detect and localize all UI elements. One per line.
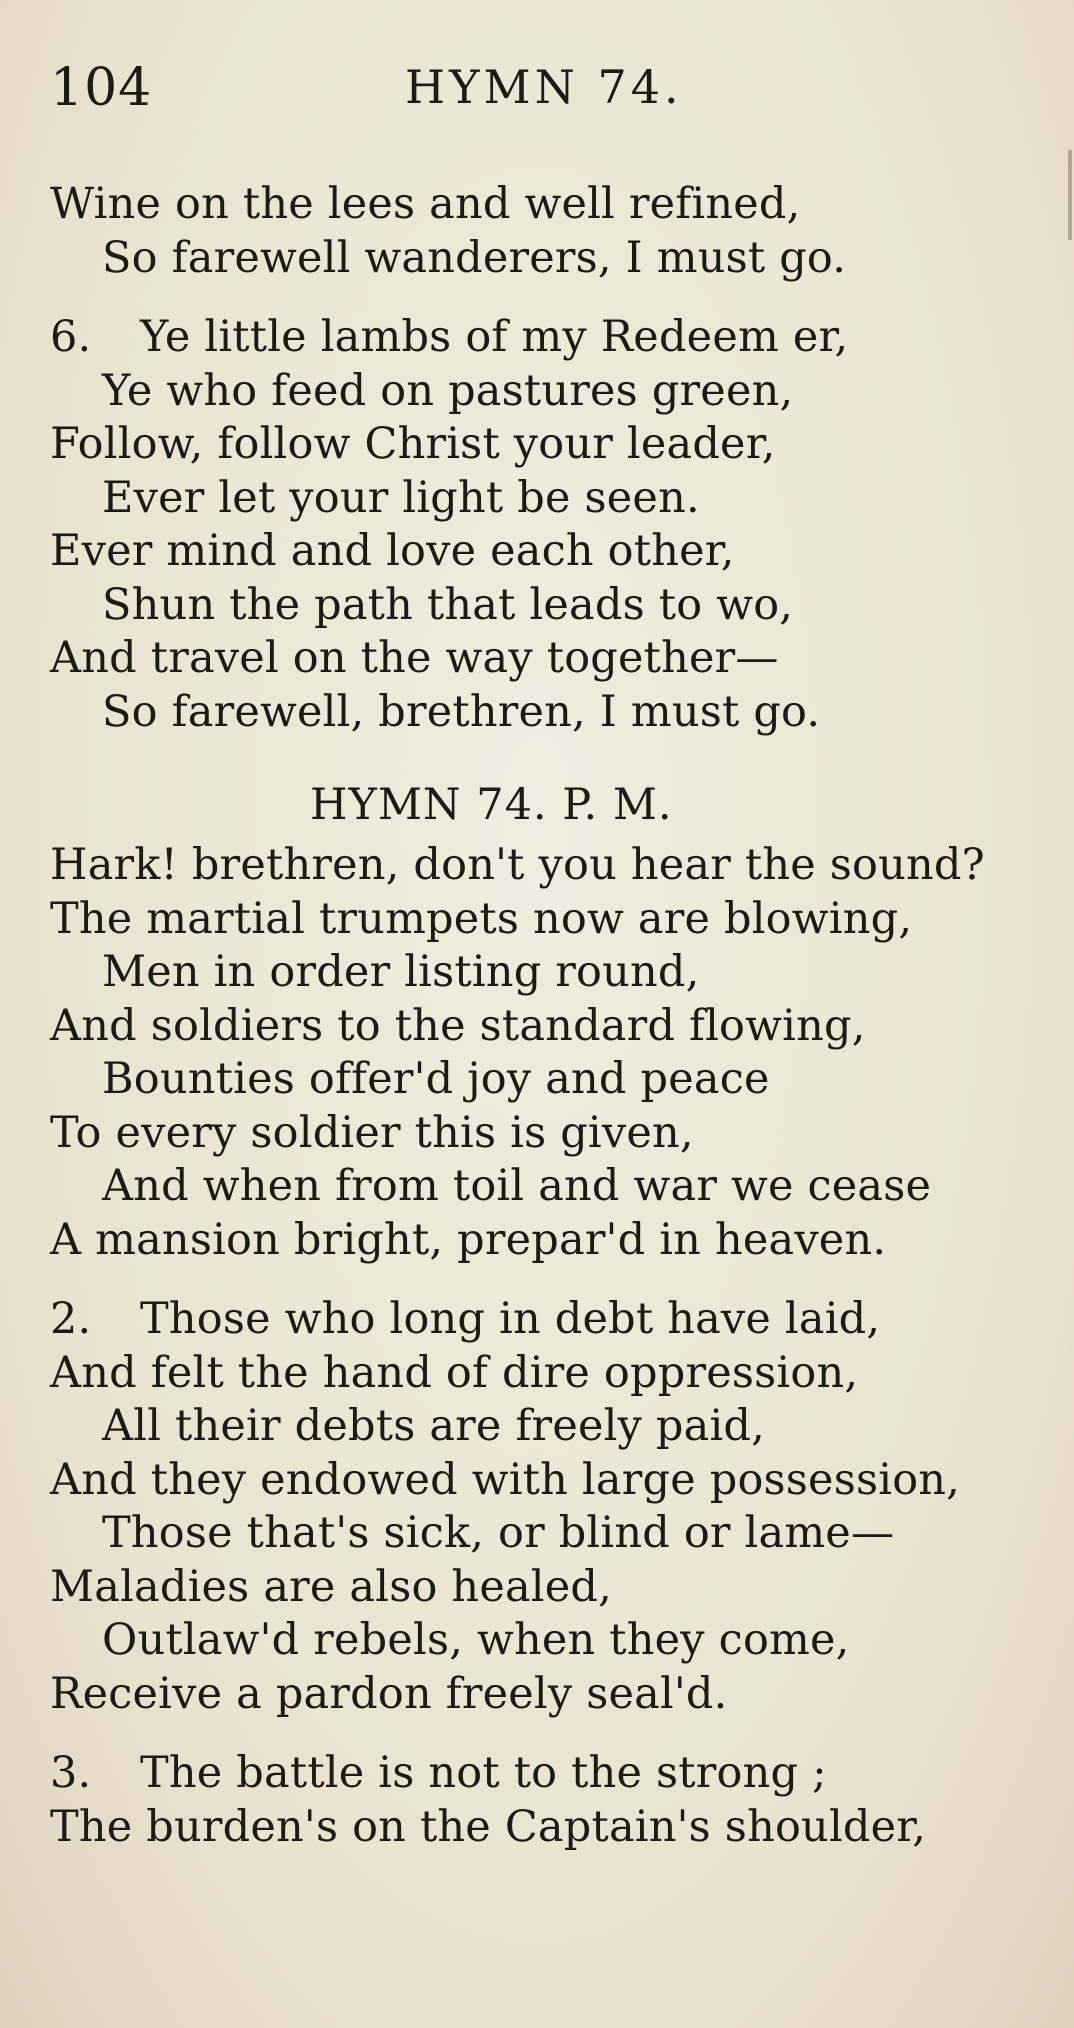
verse-line: To every soldier this is given, <box>50 1107 694 1158</box>
stanza-number: 2. <box>50 1294 92 1344</box>
verse-line: 3. The battle is not to the strong ; <box>50 1747 1040 1801</box>
stanza-number: 3. <box>50 1748 92 1798</box>
verse-line: So farewell, brethren, I must go. <box>102 686 821 737</box>
verse-line: Bounties offer'd joy and peace <box>102 1054 770 1104</box>
verse-line: 2. Those who long in debt have laid, <box>50 1293 1040 1347</box>
running-title: HYMN 74. <box>405 60 683 114</box>
verse-line: Maladies are also healed, <box>50 1561 613 1612</box>
verse-line: And travel on the way together— <box>50 633 779 683</box>
verse-line: The martial trumpets now are blowing, <box>50 893 913 944</box>
verse-line: And when from toil and war we cease <box>102 1161 932 1211</box>
running-head <box>50 58 1014 128</box>
verse-line: And felt the hand of dire oppression, <box>50 1347 859 1398</box>
verse-line: Wine on the lees and well refined, <box>50 179 801 229</box>
page-edge-shadow <box>1068 150 1072 240</box>
verse-line: Those that's sick, or blind or lame— <box>102 1508 895 1558</box>
verse-line: A mansion bright, prepar'd in heaven. <box>50 1214 887 1265</box>
verse-line: Shun the path that leads to wo, <box>102 579 794 630</box>
verse-line: 6. Ye little lambs of my Redeem er, <box>50 311 1040 365</box>
verse-line: Follow, follow Christ your leader, <box>50 419 776 469</box>
verse-line: And they endowed with large possession, <box>50 1454 961 1505</box>
verse-line: The burden's on the Captain's shoulder, <box>50 1801 927 1852</box>
verse-line: Hark! brethren, don't you hear the sound? <box>50 840 985 890</box>
verse-line: Ever let your light be seen. <box>102 472 700 523</box>
verse-line: Outlaw'd rebels, when they come, <box>102 1615 850 1665</box>
text-block <box>50 178 1040 1854</box>
stanza-number: 6. <box>50 312 92 362</box>
verse-line: All their debts are freely paid, <box>102 1401 766 1451</box>
verse-line: Ye who feed on pastures green, <box>102 365 794 416</box>
verse-line: So farewell wanderers, I must go. <box>102 232 847 283</box>
verse-line: And soldiers to the standard flowing, <box>50 1000 866 1051</box>
page-number: 104 <box>50 58 153 118</box>
verse-line: Men in order listing round, <box>102 947 700 997</box>
hymn-heading: HYMN 74. P. M. <box>310 780 673 830</box>
verse-line: Ever mind and love each other, <box>50 526 735 576</box>
verse-line: Receive a pardon freely seal'd. <box>50 1668 728 1719</box>
